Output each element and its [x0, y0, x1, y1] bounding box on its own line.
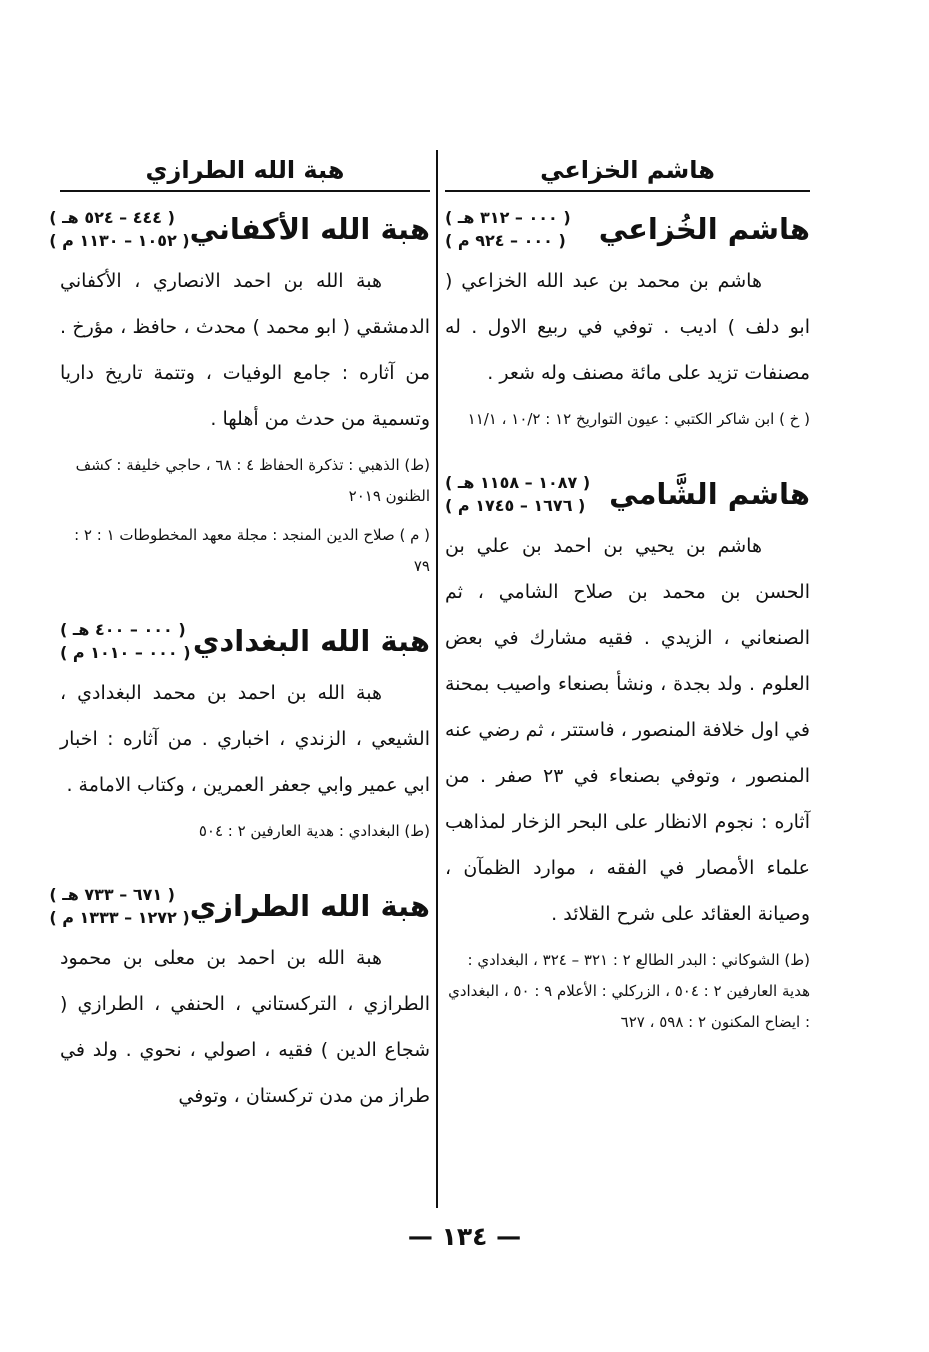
entry-name: هاشم الخُزاعي: [598, 212, 810, 246]
entry-name: هبة الله الطرازي: [189, 889, 430, 923]
dates-gregorian: ( ١٢٧٢ – ١٣٣٣ م ): [49, 908, 190, 927]
running-head-right: هاشم الخزاعي: [445, 150, 810, 192]
dates-hijri: ( ٤٤٤ – ٥٢٤ هـ ): [49, 208, 175, 227]
entry-dates: [445, 206, 571, 252]
dates-hijri: ( ٠٠٠ – ٤٠٠ هـ ): [60, 620, 186, 639]
entry-headline: [445, 471, 810, 517]
left-column: [49, 150, 430, 1155]
entry-body: هبة الله بن احمد بن محمد البغدادي ، الشيعي ، الزندي ، اخباري . من آثاره : اخبار ابي عمير وابي جعفر العمرين ، وكتاب الامامة .: [60, 682, 430, 796]
dates-hijri: ( ٠٠٠ – ٣١٢ هـ ): [445, 208, 571, 227]
entry-body: هاشم بن محمد بن عبد الله الخزاعي ( ابو دلف ) اديب . توفي في ربيع الاول . له مصنفات تزيد على مائة مصنف وله شعر .: [445, 270, 810, 384]
entry-name: هبة الله البغدادي: [192, 624, 430, 658]
dates-gregorian: ( ٠٠٠ – ١٠١٠ م ): [60, 643, 191, 662]
entry-sources: (ط) الذهبي : تذكرة الحفاظ ٤ : ٦٨ ، حاجي خليفة : كشف الظنون ٢٠١٩: [75, 456, 430, 505]
dates-gregorian: ( ٠٠٠ – ٩٢٤ م ): [445, 231, 566, 250]
entry: [60, 618, 430, 847]
entry-sources: ( م ) صلاح الدين المنجد : مجلة معهد المخطوطات ١ : ٢ : ٧٩: [74, 526, 430, 575]
column-divider: [436, 150, 438, 1208]
entry: [49, 883, 430, 1119]
entry-name: هبة الله الأكفاني: [189, 212, 430, 246]
entry-sources: (ط) الشوكاني : البدر الطالع ٢ : ٣٢١ – ٣٢٤ ، البغدادي : هدية العارفين ٢ : ٥٠٤ ، الزركلي : الأعلام ٩ : ٥٠ ، البغدادي : ايضاح المكنون ٢ : ٥٩٨ ، ٦٢٧: [448, 951, 810, 1031]
entry-headline: [60, 618, 430, 664]
dates-gregorian: ( ١٦٧٦ – ١٧٤٥ م ): [445, 496, 586, 515]
entry-body: هاشم بن يحيي بن احمد بن علي بن الحسن بن محمد بن صلاح الشامي ، ثم الصنعاني ، الزيدي . فقيه مشارك في بعض العلوم . ولد بجدة ، ونشأ بصنعاء واصيب بمحنة في اول خلافة المنصور ، فاستتر ، ثم رضي عنه المنصور ، وتوفي بصنعاء في ٢٣ صفر . من آثاره : نجوم الانظار على البحر الزخار لمذاهب علماء الأمصار في الفقه ، موارد الظمآن ، وصيانة العقائد على شرح القلائد .: [445, 535, 810, 925]
dates-hijri: ( ٦٧١ – ٧٣٣ هـ ): [49, 885, 175, 904]
entry-body: هبة الله بن احمد بن معلى بن محمود الطرازي ، التركستاني ، الحنفي ، الطرازي ( شجاع الدين ) فقيه ، اصولي ، نحوي . ولد في طراز من مدن تركستان ، وتوفي: [60, 947, 430, 1107]
entry-dates: [445, 471, 590, 517]
entry: [49, 206, 430, 582]
page-number: — ١٣٤ —: [407, 1222, 522, 1251]
entry-headline: [445, 206, 810, 252]
entry-headline: [49, 883, 430, 929]
entry-headline: [49, 206, 430, 252]
entry-dates: [49, 206, 189, 252]
entry-dates: [60, 618, 191, 664]
entry: [445, 471, 810, 1038]
entry-dates: [49, 883, 189, 929]
dates-hijri: ( ١٠٨٧ – ١١٥٨ هـ ): [445, 473, 591, 492]
entry-name: هاشم الشَّامي: [609, 477, 810, 511]
dates-gregorian: ( ١٠٥٢ – ١١٣٠ م ): [49, 231, 190, 250]
entry-sources: (ط) البغدادي : هدية العارفين ٢ : ٥٠٤: [198, 822, 430, 840]
entry-body: هبة الله بن احمد الانصاري ، الأكفاني الدمشقي ( ابو محمد ) محدث ، حافظ ، مؤرخ . من آثاره : جامع الوفيات ، وتتمة تاريخ داريا وتسمية من حدث من أهلها .: [60, 270, 430, 430]
running-head-left: هبة الله الطرازي: [60, 150, 430, 192]
entry-sources: ( خ ) ابن شاكر الكتبي : عيون التواريخ ١٢ : ١٠/٢ ، ١١/١: [467, 410, 810, 428]
right-column: [445, 150, 810, 1074]
entry: [445, 206, 810, 435]
